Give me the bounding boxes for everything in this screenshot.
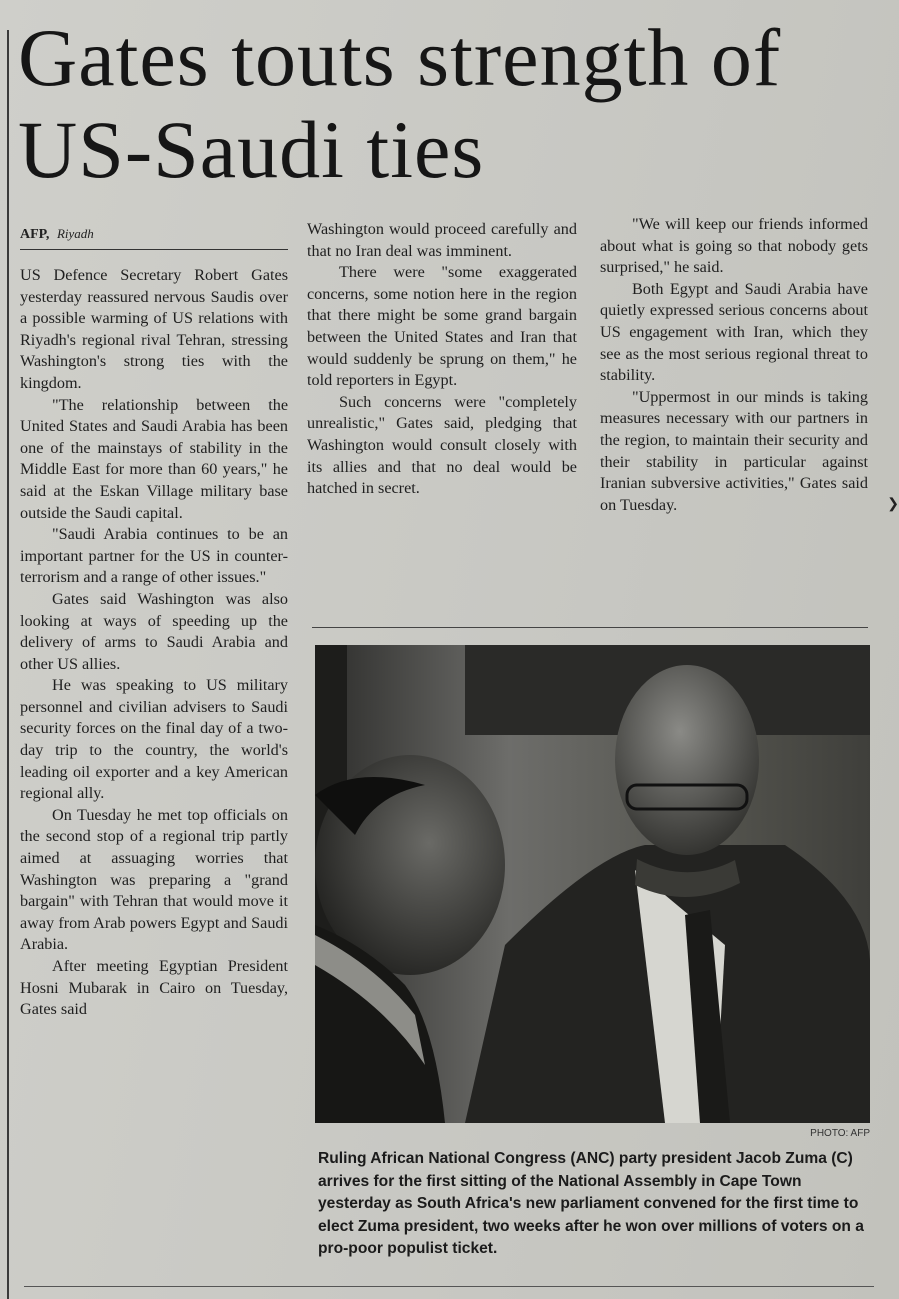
byline <box>20 226 288 250</box>
paragraph: He was speaking to US military personnel and civilian advisers to Saudi security forces on the final day of a two-day trip to the country, the world's leading oil exporter and a key American regional ally. <box>20 676 288 803</box>
byline-place: Riyadh <box>56 226 94 241</box>
paragraph: "The relationship between the United States and Saudi Arabia has been one of the mainstays of stability in the Middle East for more than 60 years," he said at the Eskan Village military base outside the Saudi capital. <box>20 395 288 522</box>
paragraph: Such concerns were "completely unrealistic," Gates said, pledging that Washington would consult closely with its allies and that no deal would be hatched in secret. <box>307 392 577 498</box>
paragraph: Gates said Washington was also looking at ways of speeding up the delivery of arms to Saudi Arabia and other US allies. <box>20 589 288 673</box>
news-photo <box>315 645 870 1123</box>
photo-illustration <box>315 645 870 1123</box>
section-divider <box>312 627 868 628</box>
byline-agency: AFP, <box>20 227 50 242</box>
article-column-1 <box>20 265 288 1021</box>
page-edge-arrow: ❯ <box>887 497 899 512</box>
article-column-3 <box>600 214 868 516</box>
paragraph: After meeting Egyptian President Hosni Mubarak in Cairo on Tuesday, Gates said <box>20 957 288 1019</box>
paragraph: "Saudi Arabia continues to be an important partner for the US in counter-terrorism and a range of other issues." <box>20 525 288 587</box>
paragraph: "Uppermost in our minds is taking measures necessary with our partners in the region, to maintain their security and their stability in particular against Iranian subversive activities," Gates said on Tuesday. <box>600 387 868 514</box>
paragraph: Both Egypt and Saudi Arabia have quietly expressed serious concerns about US engagement with Iran, which they see as the most serious regional threat to stability. <box>600 279 868 385</box>
paragraph: There were "some exaggerated concerns, some notion here in the region that there might be some grand bargain between the United States and Iran that would suddenly be sprung on them," he told reporters in Egypt. <box>307 263 577 390</box>
photo-caption: Ruling African National Congress (ANC) party president Jacob Zuma (C) arrives for the first sitting of the National Assembly in Cape Town yesterday as South Africa's new parliament convened for the first time to elect Zuma president, two weeks after he won over millions of voters on a pro-poor populist ticket. <box>318 1150 864 1258</box>
paragraph: Washington would proceed carefully and that no Iran deal was imminent. <box>307 220 577 260</box>
headline: Gates touts strength of US-Saudi ties <box>18 12 782 195</box>
paragraph: US Defence Secretary Robert Gates yesterday reassured nervous Saudis over a possible warming of US relations with Riyadh's regional rival Tehran, stressing Washington's strong ties with the kingdom. <box>20 266 288 392</box>
column-rule-left <box>7 30 9 1299</box>
bottom-divider <box>24 1286 874 1287</box>
paragraph: "We will keep our friends informed about what is going so that nobody gets surprised," he said. <box>600 215 868 277</box>
article-column-2 <box>307 219 577 500</box>
paragraph: On Tuesday he met top officials on the second stop of a regional trip partly aimed at assuaging worries that Washington was preparing a "grand bargain" with Tehran that would move it away from Arab powers Egypt and Saudi Arabia. <box>20 805 288 954</box>
photo-credit: PHOTO: AFP <box>810 1128 870 1139</box>
